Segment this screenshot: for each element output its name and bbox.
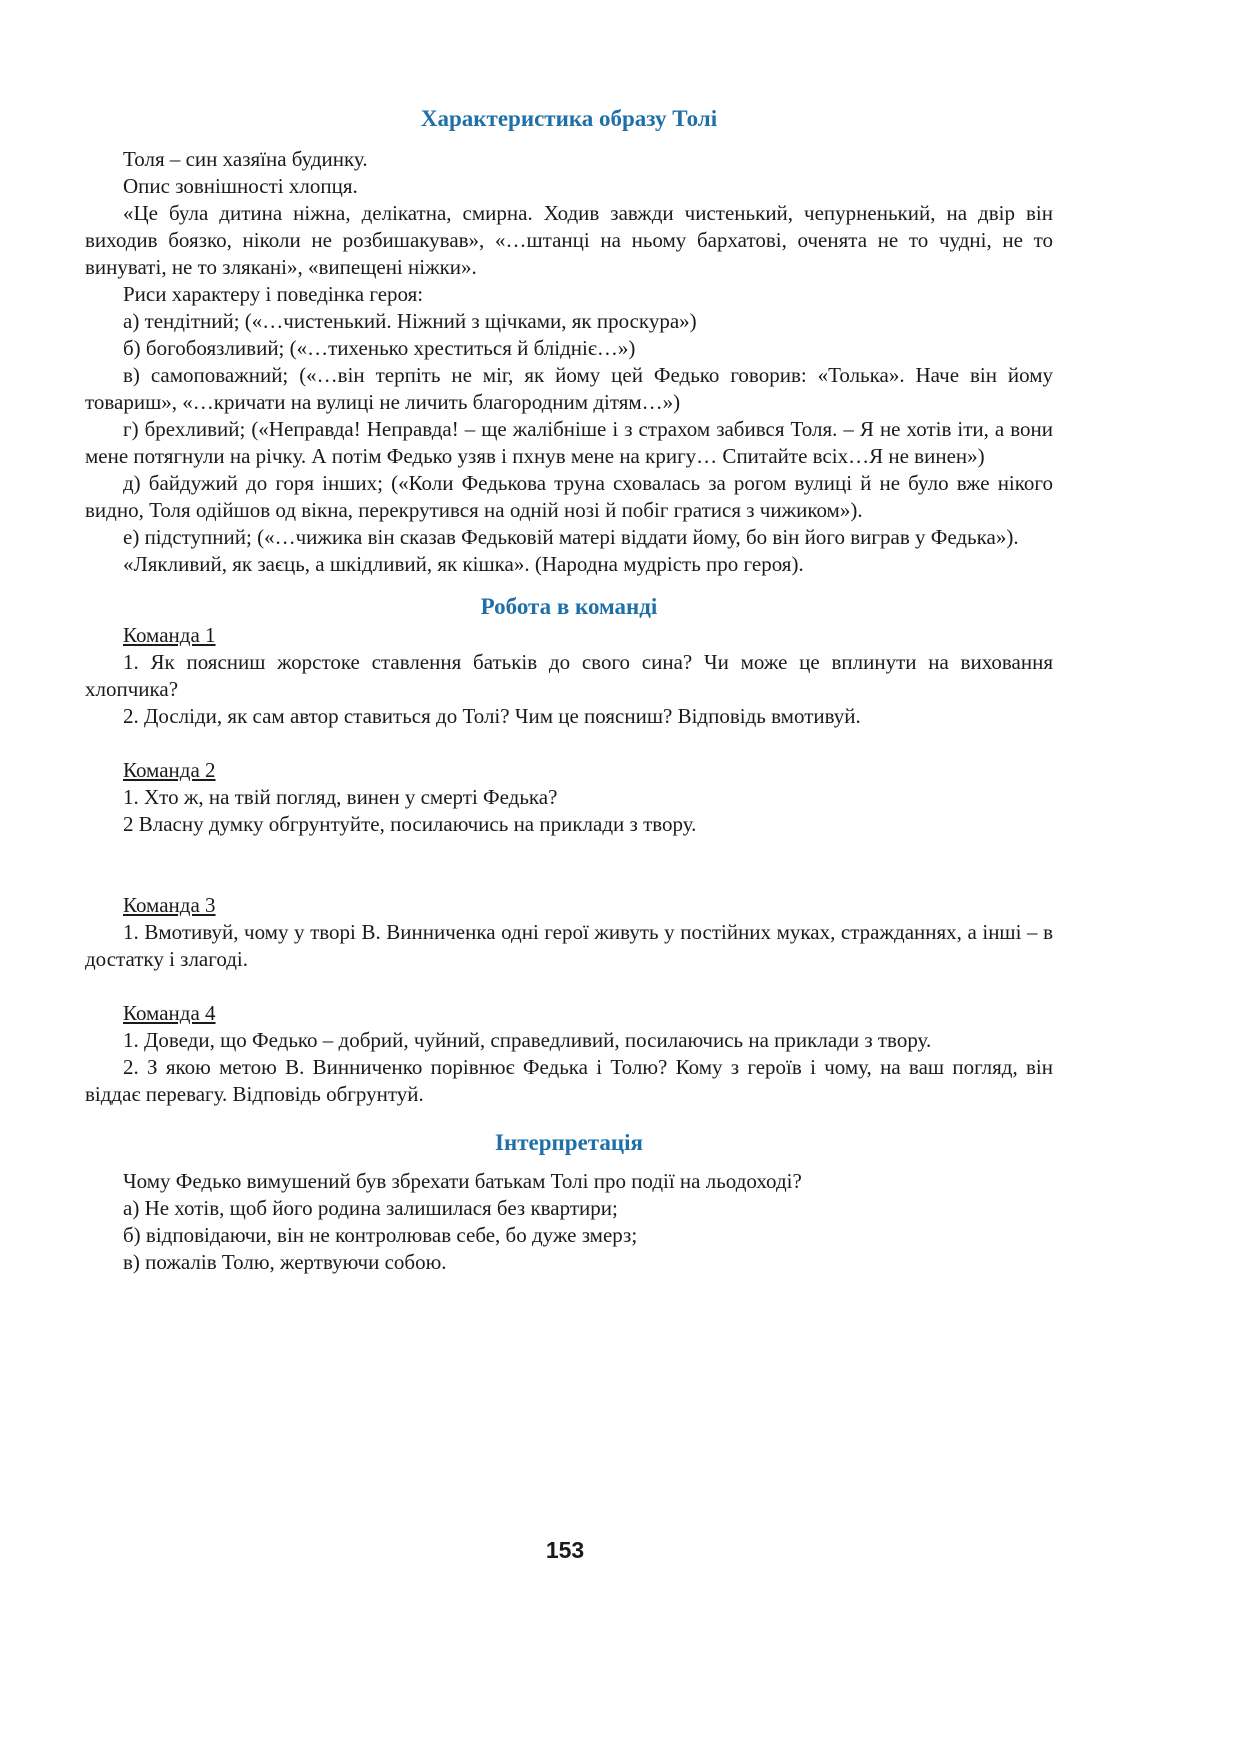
- team-heading: Команда 4: [123, 1001, 216, 1025]
- paragraph: Толя – син хазяїна будинку.: [123, 147, 368, 171]
- paragraph: Чому Федько вимушений був збрехати батькам Толі про події на льодоході?: [123, 1169, 802, 1193]
- team-heading: Команда 1: [123, 623, 216, 647]
- paragraph: в) самоповажний; («…він терпіть не міг, як йому цей Федько говорив: «Толька». Наче він йому товариш», «…кричати на вулиці не личить благородним дітям…»): [85, 363, 1053, 414]
- page-content: [85, 104, 1053, 1276]
- answer-option: в) пожалів Толю, жертвуючи собою.: [123, 1250, 447, 1274]
- paragraph: а) тендітний; («…чистенький. Ніжний з щічками, як проскура»): [123, 309, 697, 333]
- paragraph: Опис зовнішності хлопця.: [123, 174, 358, 198]
- team-heading: Команда 2: [123, 758, 216, 782]
- paragraph: Риси характеру і поведінка героя:: [123, 282, 424, 306]
- paragraph: б) богобоязливий; («…тихенько хреститься й блідніє…»): [123, 336, 636, 360]
- team-question: 2. З якою метою В. Винниченко порівнює Федька і Толю? Кому з героїв і чому, на ваш погляд, він віддає перевагу. Відповідь обгрунтуй.: [85, 1055, 1053, 1106]
- paragraph: е) підступний; («…чижика він сказав Федьковій матері віддати йому, бо він його виграв у Федька»).: [123, 525, 1019, 549]
- paragraph: д) байдужий до горя інших; («Коли Федькова труна сховалась за рогом вулиці й не було вже нікого видно, Толя одійшов од вікна, перекрутився на одній нозі й побіг гратися з чижиком»).: [85, 471, 1053, 522]
- team-question: 1. Хто ж, на твій погляд, винен у смерті Федька?: [123, 785, 558, 809]
- team-question: 2 Власну думку обгрунтуйте, посилаючись на приклади з твору.: [123, 812, 697, 836]
- answer-option: б) відповідаючи, він не контролював себе, бо дуже змерз;: [123, 1223, 638, 1247]
- section-title-character: Характеристика образу Толі: [420, 106, 718, 131]
- team-heading: Команда 3: [123, 893, 216, 917]
- team-question: 1. Доведи, що Федько – добрий, чуйний, справедливий, посилаючись на приклади з твору.: [123, 1028, 932, 1052]
- answer-option: а) Не хотів, щоб його родина залишилася без квартири;: [123, 1196, 618, 1220]
- team-question: 2. Досліди, як сам автор ставиться до Толі? Чим це поясниш? Відповідь вмотивуй.: [123, 704, 861, 728]
- paragraph: «Лякливий, як заєць, а шкідливий, як кішка». (Народна мудрість про героя).: [123, 552, 804, 576]
- team-question: 1. Вмотивуй, чому у творі В. Винниченка одні герої живуть у постійних муках, стражданнях, а інші – в достатку і злагоді.: [85, 920, 1053, 971]
- section-title-teamwork: Робота в команді: [480, 594, 658, 619]
- paragraph: «Це була дитина ніжна, делікатна, смирна. Ходив завжди чистенький, чепурненький, на двір він виходив боязко, ніколи не розбишакував», «…штанці на ньому бархатові, оченята не то чудні, не то винуваті, не то злякані», «випещені ніжки».: [85, 201, 1053, 279]
- paragraph: г) брехливий; («Неправда! Неправда! – ще жалібніше і з страхом забився Толя. – Я не хотів іти, а вони мене потягнули на річку. А потім Федько узяв і пхнув мене на кригу… Спитайте всіх…Я не винен»): [85, 417, 1053, 468]
- section-title-interpretation: Інтерпретація: [495, 1130, 643, 1155]
- team-question: 1. Як поясниш жорстоке ставлення батьків до свого сина? Чи може це вплинути на виховання хлопчика?: [85, 650, 1053, 701]
- page-number: 153: [545, 1537, 585, 1563]
